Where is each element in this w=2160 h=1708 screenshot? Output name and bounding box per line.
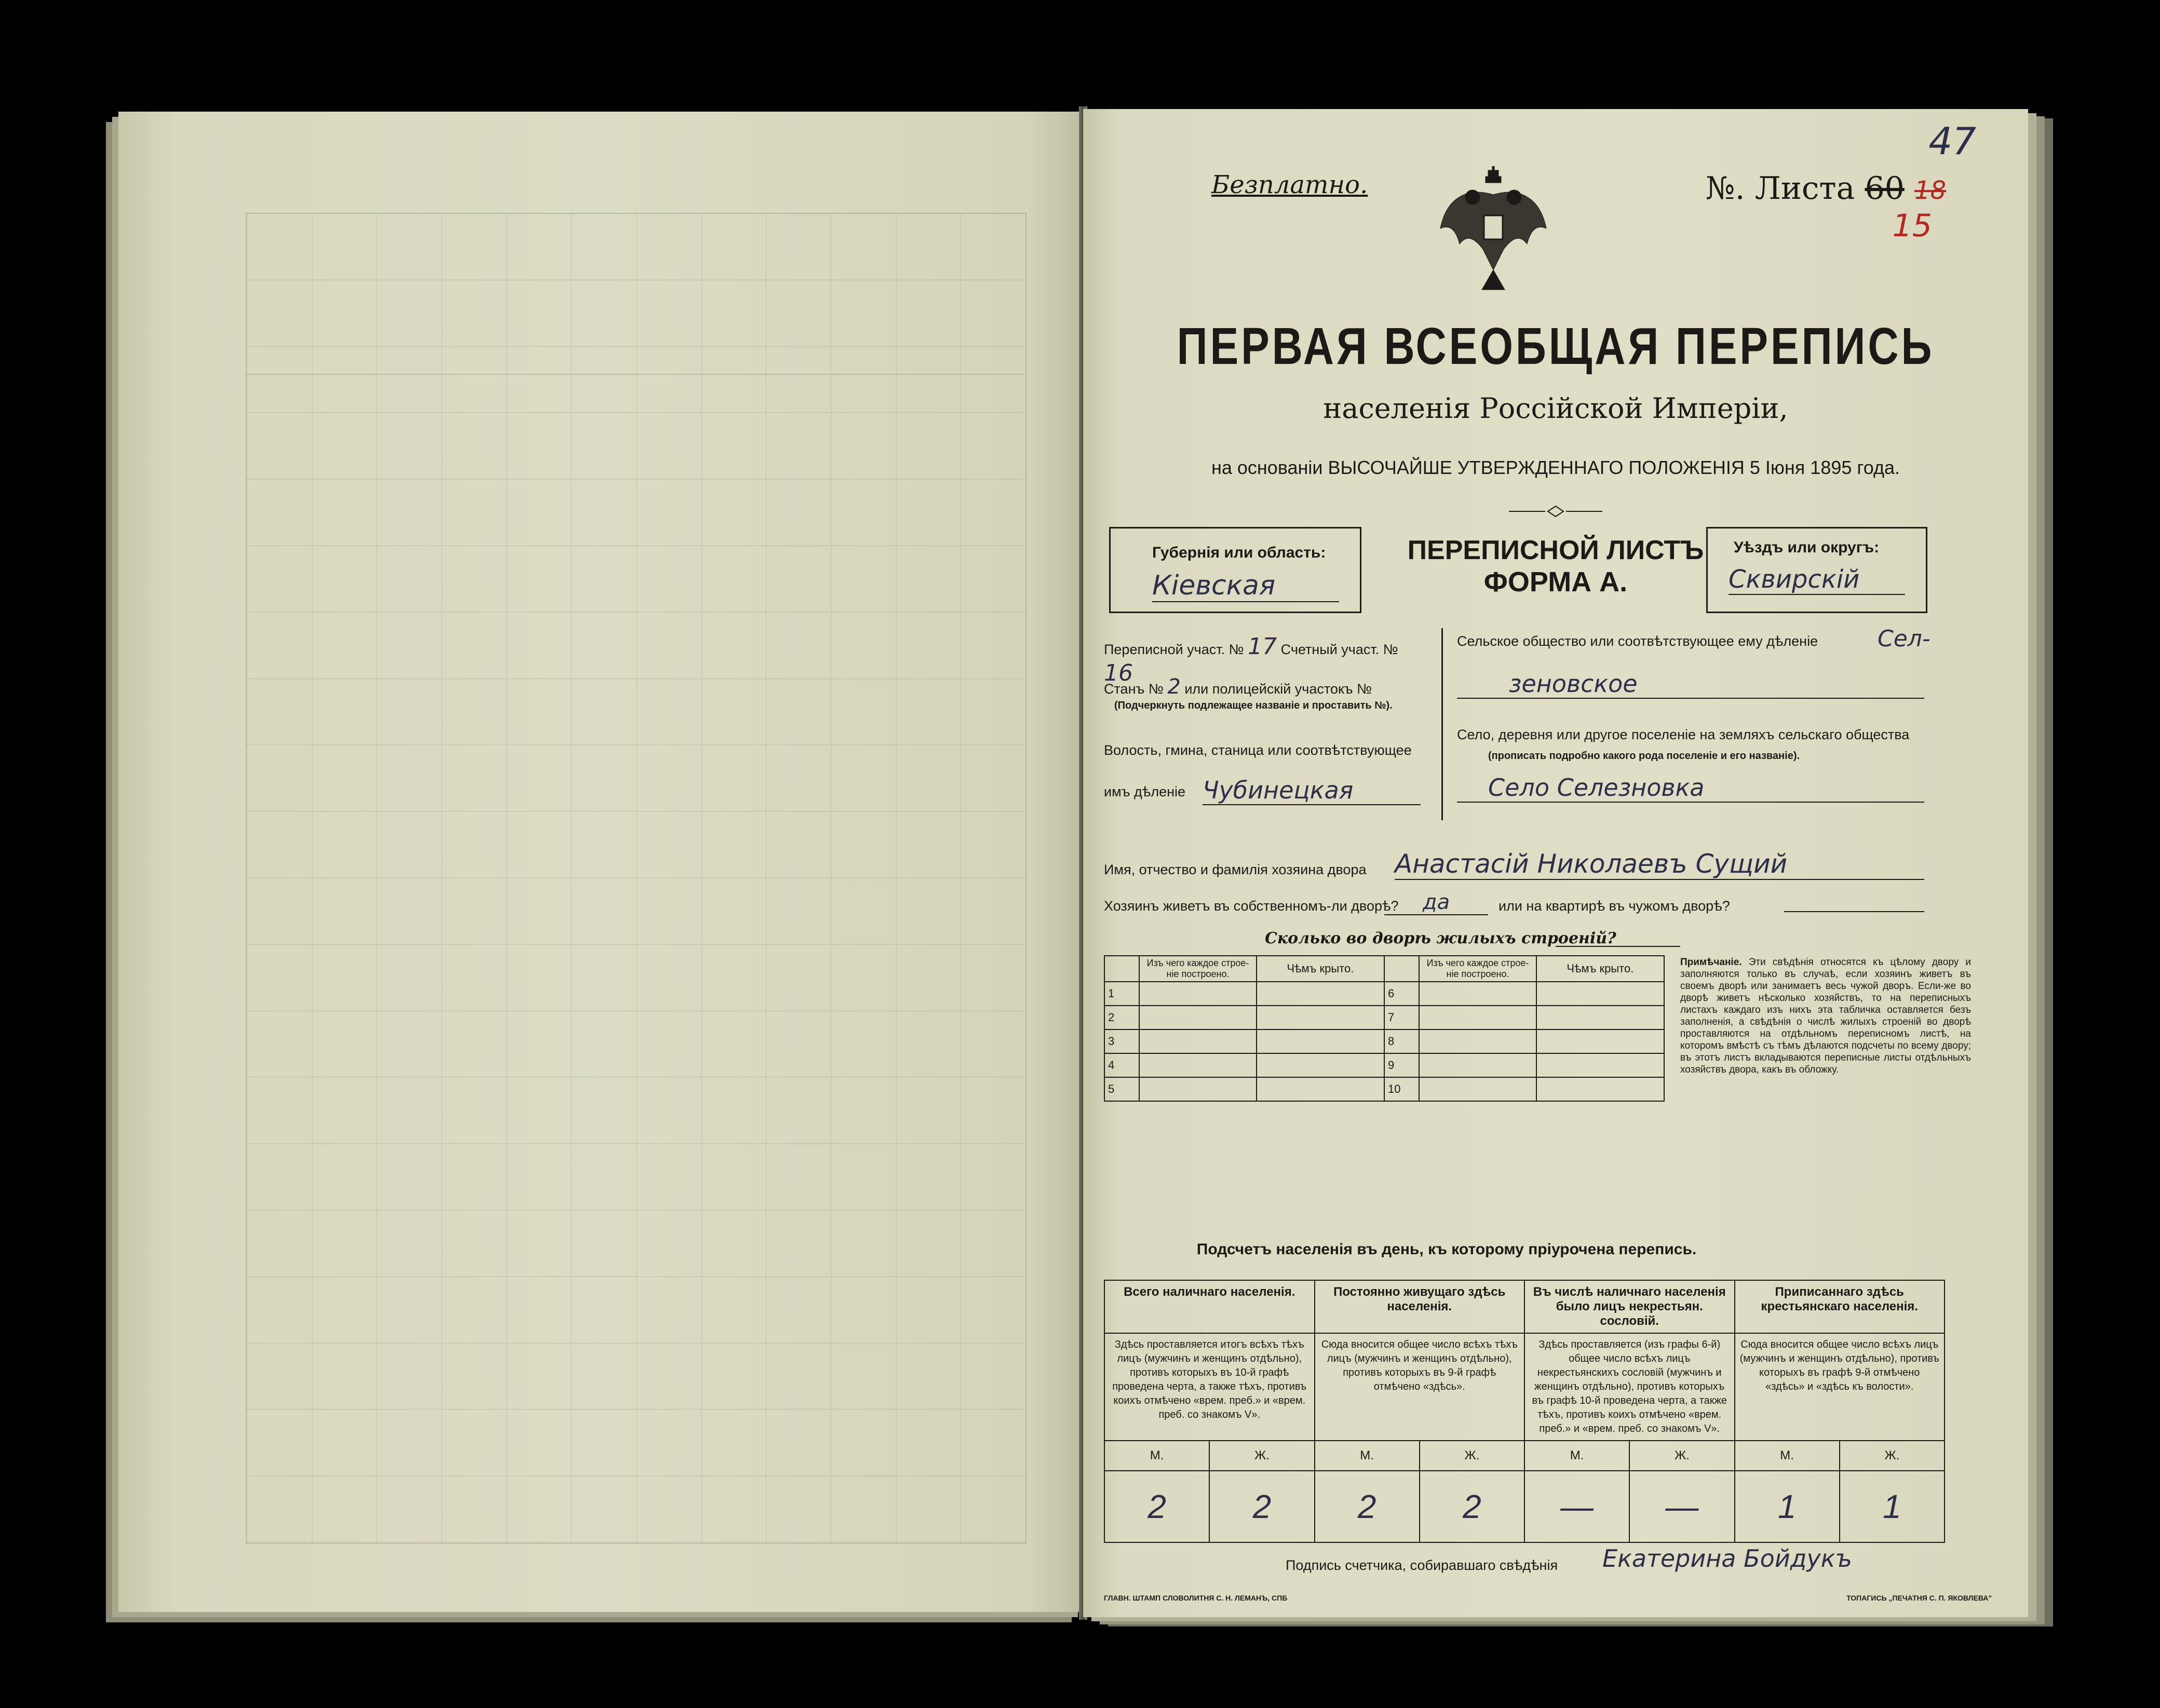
row-number: 2	[1104, 1006, 1139, 1029]
row-number: 6	[1384, 982, 1419, 1006]
male-header: М.	[1524, 1441, 1629, 1471]
sheet-number	[1706, 170, 1946, 207]
bleed-through-grid	[246, 213, 1027, 1544]
gubernia-label: Губернія или область:	[1152, 544, 1326, 561]
table-row	[1104, 1053, 1664, 1077]
counting-area-value: 16	[1104, 660, 1133, 686]
sheet-number-red-struck: 18	[1914, 176, 1946, 205]
female-header: Ж.	[1629, 1441, 1734, 1471]
form-title	[1374, 535, 1737, 598]
census-form-page	[1083, 109, 2028, 1617]
female-header: Ж.	[1840, 1441, 1945, 1471]
village-note: (прописать подробно какого рода поселеніе и его названіе).	[1488, 750, 1800, 762]
printer-left: ГЛАВН. ШТАМП СЛОВОЛИТНЯ С. Н. ЛЕМАНЪ, СПБ	[1104, 1594, 1288, 1602]
tally-col-title: Приписаннаго здѣсь крестьянскаго населенія.	[1735, 1280, 1945, 1333]
bleed-through-header	[246, 213, 1024, 375]
male-header: М.	[1315, 1441, 1420, 1471]
row-number: 9	[1384, 1053, 1419, 1077]
ornament-divider	[1509, 504, 1602, 519]
tally-value-female: 1	[1840, 1471, 1945, 1542]
sheet-number-red: 15	[1892, 208, 1932, 244]
tally-value-male: 2	[1104, 1471, 1209, 1542]
lives-label: Хозяинъ живетъ въ собственномъ-ли дворѣ?	[1104, 898, 1399, 914]
buildings-col-roof: Чѣмъ крыто.	[1257, 956, 1384, 982]
table-row	[1104, 1029, 1664, 1053]
signature-label: Подпись счетчика, собиравшаго свѣдѣнія	[1286, 1557, 1558, 1573]
column-divider	[1441, 628, 1443, 820]
stan-label: Станъ №	[1104, 681, 1164, 697]
sheet-number-handwritten: 47	[1928, 119, 1976, 163]
female-header: Ж.	[1209, 1441, 1314, 1471]
note-label: Примѣчаніе.	[1680, 957, 1742, 968]
society-value-2: зеновское	[1457, 670, 1924, 699]
tally-value-male: 1	[1735, 1471, 1840, 1542]
tally-col-title: Постоянно живущаго здѣсь населенія.	[1315, 1280, 1525, 1333]
census-area-value: 17	[1248, 633, 1277, 660]
note-block	[1680, 956, 1971, 1076]
tally-col-title: Въ числѣ наличнаго населенія было лицъ некрестьян. сословій.	[1524, 1280, 1735, 1333]
volost-label-2: имъ дѣленіе	[1104, 784, 1186, 799]
printer-right: ТОПАГИСЬ „ПЕЧАТНЯ С. П. ЯКОВЛЕВА"	[1846, 1594, 1992, 1602]
main-title: ПЕРВАЯ ВСЕОБЩАЯ ПЕРЕПИСЬ	[1177, 317, 1935, 375]
owner-label: Имя, отчество и фамилія хозяина двора	[1104, 862, 1367, 877]
gubernia-value: Кіевская	[1152, 570, 1339, 602]
form-title-2: ФОРМА А.	[1483, 566, 1628, 598]
owner-value: Анастасій Николаевъ Сущий	[1395, 849, 1924, 880]
sheet-number-struck: 60	[1865, 170, 1905, 207]
row-number: 5	[1104, 1077, 1139, 1101]
row-number: 4	[1104, 1053, 1139, 1077]
tally-col-title: Всего наличнаго населенія.	[1104, 1280, 1315, 1333]
society-value-1: Сел-	[1878, 626, 1931, 652]
volost-value: Чубинецкая	[1203, 776, 1421, 805]
police-label: или полицейскій участокъ №	[1184, 681, 1372, 697]
uezd-box	[1706, 527, 1927, 613]
form-title-1: ПЕРЕПИСНОЙ ЛИСТЪ	[1407, 535, 1704, 565]
left-page	[118, 112, 1084, 1612]
tally-col-desc: Здѣсь проставляется итогъ всѣхъ тѣхъ лицъ (мужчинъ и женщинъ отдѣльно), противъ которыхъ въ 10-й графѣ проведена черта, а также тѣхъ, противъ коихъ отмѣчено «врем. преб.» и «врем. преб. со знакомъ V».	[1104, 1333, 1315, 1441]
legal-basis: на основаніи ВЫСОЧАЙШЕ УТВЕРЖДЕННАГО ПОЛОЖЕНІЯ 5 Іюня 1895 года.	[1211, 457, 1900, 478]
tally-value-female: 2	[1420, 1471, 1524, 1542]
free-label: Безплатно.	[1211, 170, 1368, 199]
buildings-col-material-2: Изъ чего каждое строе-ніе построено.	[1419, 956, 1536, 982]
row-number: 1	[1104, 982, 1139, 1006]
tally-col-desc: Сюда вносится общее число всѣхъ лицъ (мужчинъ и женщинъ отдѣльно), противъ которыхъ въ графѣ 9-й отмѣчено «здѣсь» и «здѣсь къ волости».	[1735, 1333, 1945, 1441]
lives-value: да	[1384, 890, 1488, 915]
buildings-table	[1104, 955, 1665, 1102]
underline-note: (Подчеркнуть подлежащее названіе и проставить №).	[1114, 700, 1393, 711]
row-number: 8	[1384, 1029, 1419, 1053]
uezd-value: Сквирскій	[1729, 565, 1905, 595]
tally-col-desc: Здѣсь проставляется (изъ графы 6-й) общее число всѣхъ лицъ некрестьянскихъ сословій (мужчинъ и женщинъ отдѣльно), противъ которыхъ въ графѣ 10-й проведена черта, а также тѣхъ, противъ коихъ отмѣчено «врем. преб.» и «врем. преб. со знакомъ V».	[1524, 1333, 1735, 1441]
female-header: Ж.	[1420, 1441, 1524, 1471]
row-number: 7	[1384, 1006, 1419, 1029]
buildings-line	[1556, 946, 1680, 947]
or-line	[1784, 911, 1924, 912]
buildings-label: Сколько во дворѣ жилыхъ строеній?	[1265, 929, 1616, 947]
imperial-eagle-icon	[1436, 166, 1550, 291]
society-label: Сельское общество или соотвѣтствующее ему дѣленіе	[1457, 633, 1818, 649]
tally-col-desc: Сюда вносится общее число всѣхъ тѣхъ лицъ (мужчинъ и женщинъ отдѣльно), противъ которыхъ въ 9-й графѣ отмѣчено «здѣсь».	[1315, 1333, 1525, 1441]
uezd-label: Уѣздъ или округъ:	[1734, 539, 1880, 556]
table-row	[1104, 982, 1664, 1006]
gubernia-box	[1109, 527, 1361, 613]
village-label: Село, деревня или другое поселеніе на земляхъ сельскаго общества	[1457, 727, 1910, 742]
stan-value: 2	[1167, 675, 1181, 699]
male-header: М.	[1104, 1441, 1209, 1471]
subtitle: населенія Россійской Имперіи,	[1323, 392, 1788, 425]
table-row	[1104, 1077, 1664, 1101]
tally-value-male: —	[1524, 1471, 1629, 1542]
tally-heading: Подсчетъ населенія въ день, къ которому пріурочена перепись.	[1196, 1241, 1697, 1258]
counting-area-label: Счетный участ. №	[1280, 642, 1398, 657]
tally-table	[1104, 1280, 1945, 1543]
note-text: Эти свѣдѣнія относятся къ цѣлому двору и заполняются только въ случаѣ, если хозяинъ живетъ въ своемъ дворѣ или занимаетъ весь чужой дворъ. Если-же во дворѣ живетъ нѣсколько хозяйствъ, то на переписныхъ листахъ каждаго изъ нихъ эта табличка оставляется безъ заполненія, а свѣдѣнія о числѣ жилыхъ строеній во дворѣ проставляются на отдѣльномъ переписномъ листѣ, на которомъ вмѣстѣ съ тѣмъ дѣлаются подсчеты по всему двору; въ этотъ листъ вкладываются переписные листы отдѣльныхъ хозяйствъ двора, какъ въ обложку.	[1680, 957, 1971, 1075]
or-label: или на квартирѣ въ чужомъ дворѣ?	[1499, 898, 1730, 914]
row-number: 10	[1384, 1077, 1419, 1101]
tally-value-male: 2	[1315, 1471, 1420, 1542]
table-row	[1104, 1006, 1664, 1029]
stan-row	[1104, 675, 1426, 699]
male-header: М.	[1735, 1441, 1840, 1471]
row-number: 3	[1104, 1029, 1139, 1053]
volost-label: Волость, гмина, станица или соотвѣтствующее	[1104, 742, 1412, 758]
village-value: Село Селезновка	[1457, 774, 1924, 803]
buildings-col-material: Изъ чего каждое строе-ніе построено.	[1139, 956, 1256, 982]
tally-value-female: 2	[1209, 1471, 1314, 1542]
sheet-label: №. Листа	[1705, 170, 1855, 207]
tally-value-female: —	[1629, 1471, 1734, 1542]
buildings-col-roof-2: Чѣмъ крыто.	[1536, 956, 1664, 982]
census-area-label: Переписной участ. №	[1104, 642, 1244, 657]
signature-value: Екатерина Бойдукъ	[1602, 1544, 1853, 1573]
